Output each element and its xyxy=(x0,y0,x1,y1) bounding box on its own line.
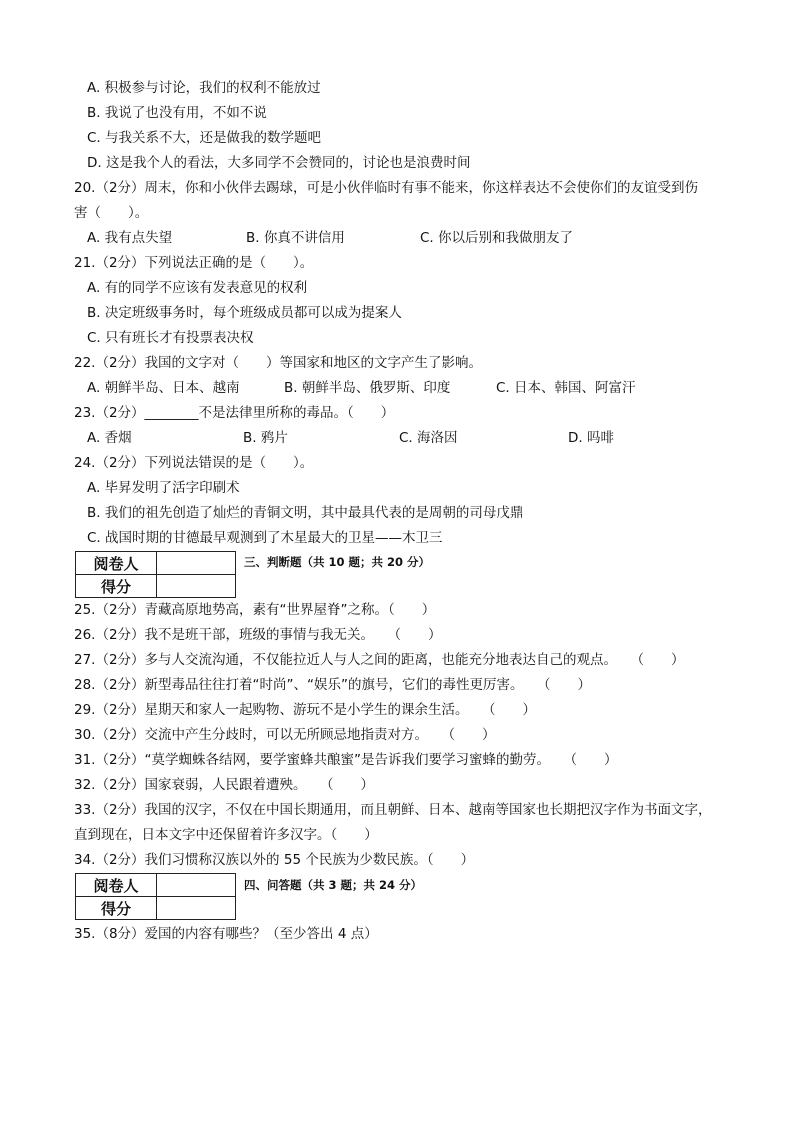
reviewer-blank[interactable] xyxy=(157,552,236,575)
q23-option-d: D. 吗啡 xyxy=(568,430,614,446)
q25: 25.（2分）青藏高原地势高，素有“世界屋脊”之称。（ ） xyxy=(74,602,436,618)
score-blank[interactable] xyxy=(157,575,236,598)
q20-option-a: A. 我有点失望 xyxy=(87,230,173,246)
q33-line1: 33.（2分）我国的汉字，不仅在中国长期通用，而且朝鲜、日本、越南等国家也长期把汉字作为书面文字， xyxy=(74,802,712,818)
section3-title: 三、判断题（共 10 题；共 20 分） xyxy=(244,555,431,569)
q23-option-a: A. 香烟 xyxy=(87,430,132,446)
q21-option-b: B. 决定班级事务时，每个班级成员都可以成为提案人 xyxy=(87,305,402,321)
q28: 28.（2分）新型毒品往往打着“时尚”、“娱乐”的旗号，它们的毒性更厉害。 （ ） xyxy=(74,677,592,693)
q20-stem-line1: 20.（2分）周末，你和小伙伴去踢球，可是小伙伴临时有事不能来，你这样表达不会使你们的友谊受到伤 xyxy=(74,180,699,196)
q19-option-a: A. 积极参与讨论，我们的权利不能放过 xyxy=(87,80,321,96)
q26: 26.（2分）我不是班干部，班级的事情与我无关。 （ ） xyxy=(74,627,442,643)
q22-option-c: C. 日本、韩国、阿富汗 xyxy=(496,380,636,396)
q21-stem: 21.（2分）下列说法正确的是（ ）。 xyxy=(74,255,314,271)
q21-option-a: A. 有的同学不应该有发表意见的权利 xyxy=(87,280,308,296)
q19-option-b: B. 我说了也没有用，不如不说 xyxy=(87,105,267,121)
score-label: 得分 xyxy=(76,897,157,920)
q30: 30.（2分）交流中产生分歧时，可以无所顾忌地指责对方。 （ ） xyxy=(74,727,496,743)
q34: 34.（2分）我们习惯称汉族以外的 55 个民族为少数民族。（ ） xyxy=(74,852,475,868)
score-label: 得分 xyxy=(76,575,157,598)
reviewer-label: 阅卷人 xyxy=(76,552,157,575)
q19-option-c: C. 与我关系不大，还是做我的数学题吧 xyxy=(87,130,322,146)
q19-option-d: D. 这是我个人的看法，大多同学不会赞同的，讨论也是浪费时间 xyxy=(87,155,471,171)
q23-option-b: B. 鸦片 xyxy=(243,430,288,446)
section4-title: 四、问答题（共 3 题；共 24 分） xyxy=(244,878,423,892)
q32: 32.（2分）国家衰弱，人民跟着遭殃。 （ ） xyxy=(74,777,375,793)
q21-option-c: C. 只有班长才有投票表决权 xyxy=(87,330,254,346)
q24-stem: 24.（2分）下列说法错误的是（ ）。 xyxy=(74,455,314,471)
q20-option-b: B. 你真不讲信用 xyxy=(246,230,345,246)
section4-score-table xyxy=(75,873,236,920)
q23-option-c: C. 海洛因 xyxy=(399,430,458,446)
q20-stem-line2: 害（ ）。 xyxy=(74,205,149,221)
q22-option-b: B. 朝鲜半岛、俄罗斯、印度 xyxy=(284,380,451,396)
section3-score-table xyxy=(75,551,236,598)
q27: 27.（2分）多与人交流沟通，不仅能拉近人与人之间的距离，也能充分地表达自己的观点。 （ ） xyxy=(74,652,685,668)
q24-option-c: C. 战国时期的甘德最早观测到了木星最大的卫星——木卫三 xyxy=(87,530,443,546)
score-blank[interactable] xyxy=(157,897,236,920)
q23-stem: 23.（2分）________不是法律里所称的毒品。（ ） xyxy=(74,405,395,421)
q24-option-b: B. 我们的祖先创造了灿烂的青铜文明，其中最具代表的是周朝的司母戊鼎 xyxy=(87,505,524,521)
q33-line2: 直到现在，日本文字中还保留着许多汉字。（ ） xyxy=(74,827,378,843)
q24-option-a: A. 毕昇发明了活字印刷术 xyxy=(87,480,240,496)
q31: 31.（2分）“莫学蜘蛛各结网，要学蜜蜂共酿蜜”是告诉我们要学习蜜蜂的勤劳。 （ ） xyxy=(74,752,618,768)
q22-option-a: A. 朝鲜半岛、日本、越南 xyxy=(87,380,240,396)
q22-stem: 22.（2分）我国的文字对（ ）等国家和地区的文字产生了影响。 xyxy=(74,355,483,371)
reviewer-label: 阅卷人 xyxy=(76,874,157,897)
q20-option-c: C. 你以后别和我做朋友了 xyxy=(420,230,574,246)
q35: 35.（8分）爱国的内容有哪些？（至少答出 4 点） xyxy=(74,926,378,942)
reviewer-blank[interactable] xyxy=(157,874,236,897)
q29: 29.（2分）星期天和家人一起购物、游玩不是小学生的课余生活。 （ ） xyxy=(74,702,537,718)
